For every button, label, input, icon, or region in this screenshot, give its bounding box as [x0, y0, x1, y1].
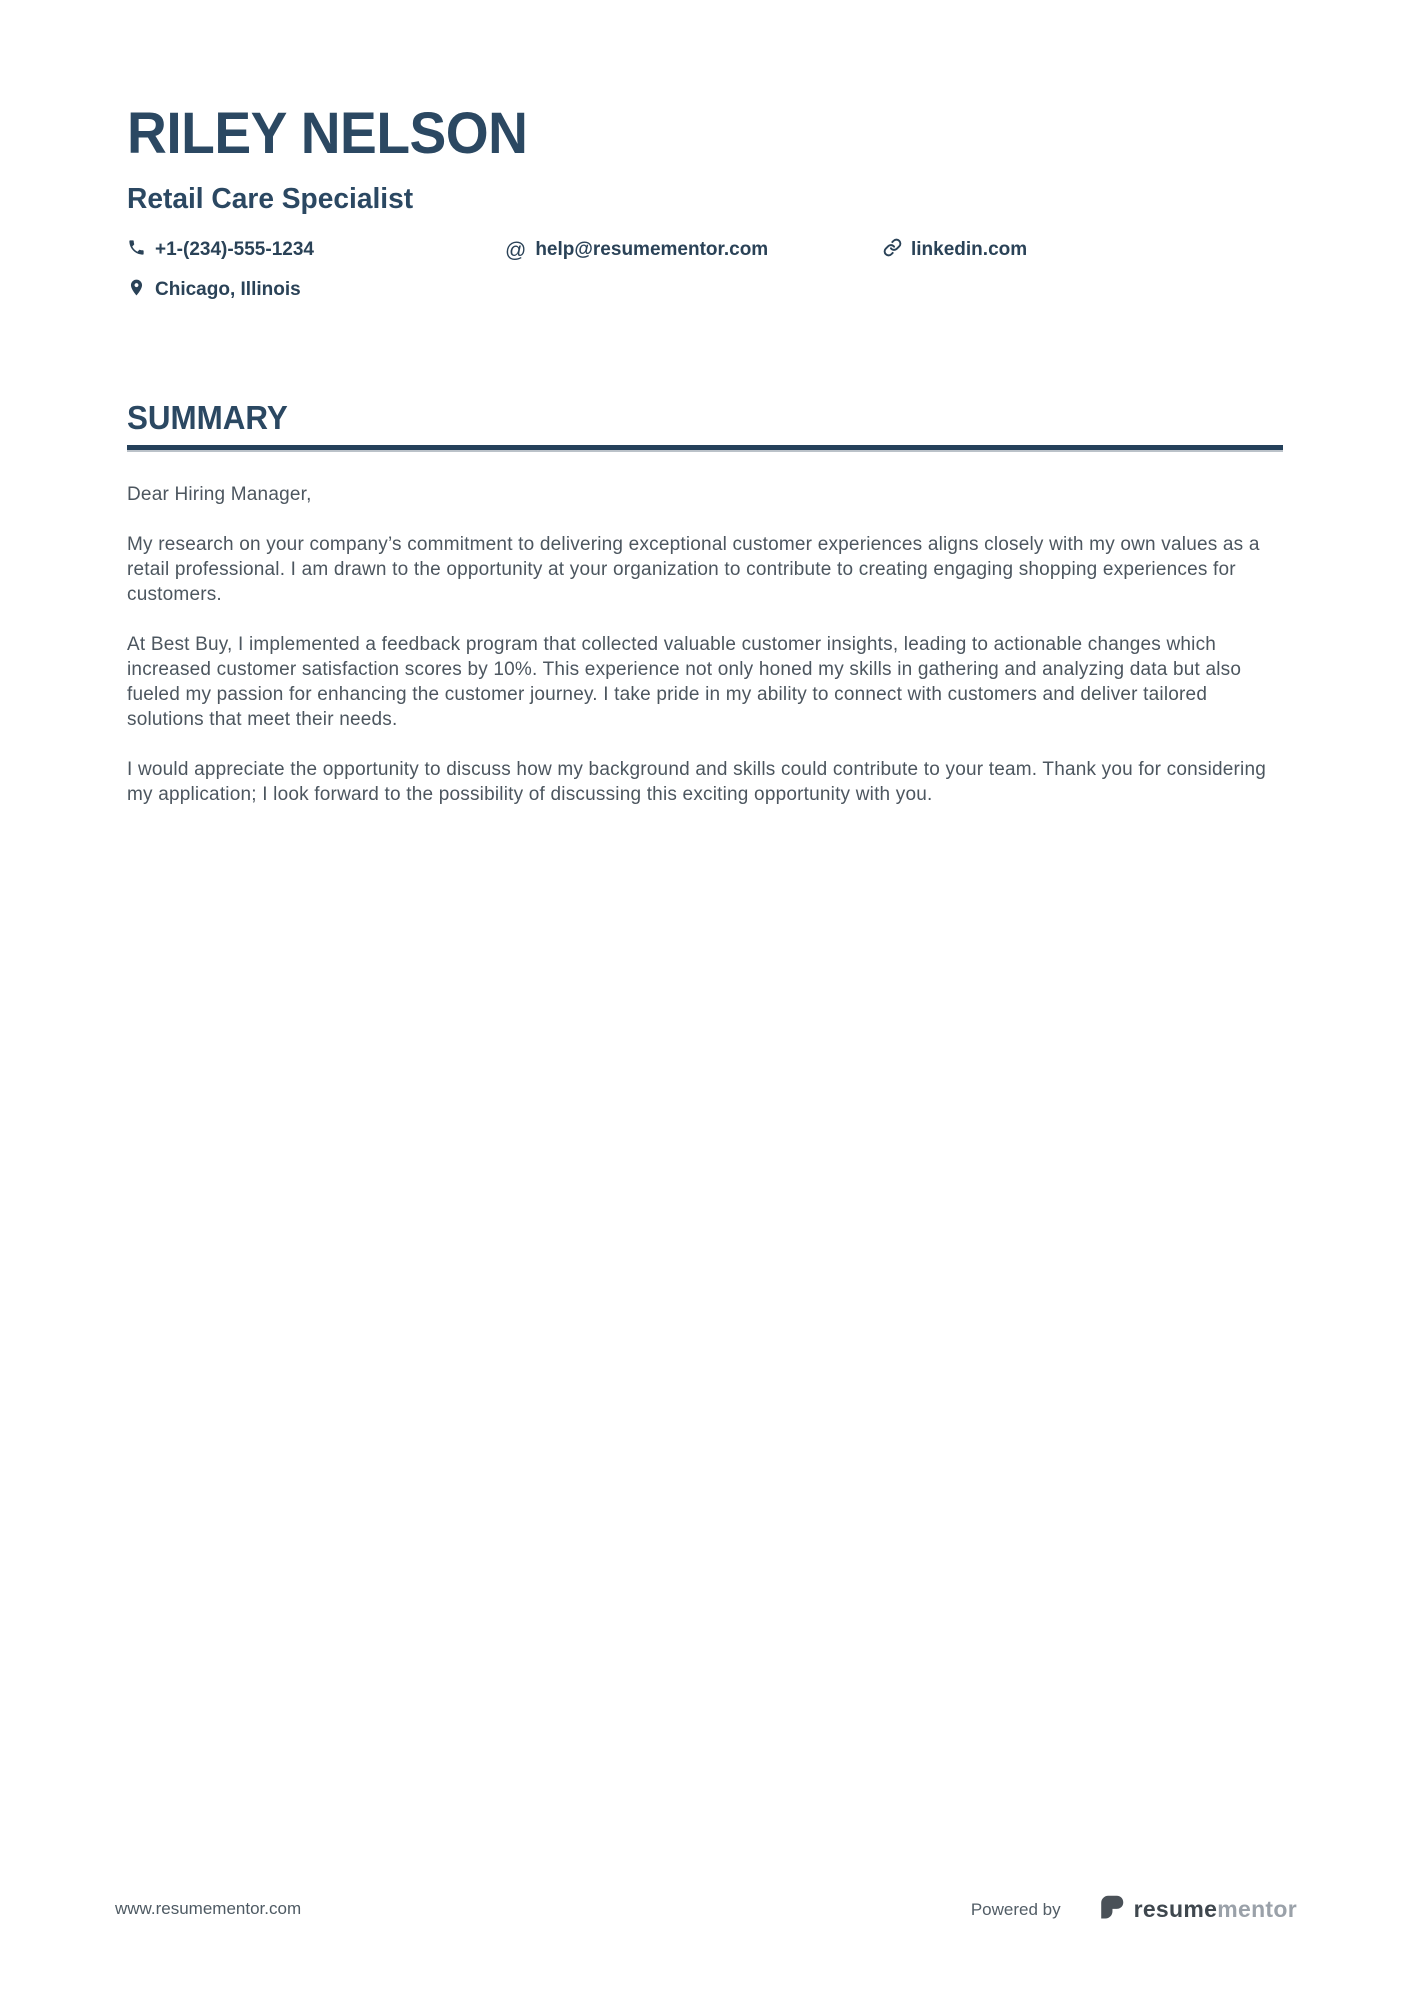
phone-number: +1-(234)-555-1234	[155, 239, 314, 261]
powered-by-label: Powered by	[970, 1899, 1061, 1919]
footer-brand	[971, 1892, 1297, 1927]
paragraph: My research on your company’s commitment to delivering exceptional customer experiences aligns closely with my own values as a retail professional. I am drawn to the opportunity at your organization to contribute to creating engaging shopping experiences for customers.	[127, 533, 1260, 605]
header	[127, 101, 1283, 303]
contact-location	[127, 278, 505, 303]
section-divider	[127, 445, 1283, 450]
paragraph: At Best Buy, I implemented a feedback program that collected valuable customer insights, leading to actionable changes which increased customer satisfaction scores by 10%. This experience not only honed my skills in gathering and analyzing data but also fueled my passion for enhancing the customer journey. I take pride in my ability to connect with customers and deliver tailored solutions that meet their needs.	[127, 633, 1242, 730]
salutation: Dear Hiring Manager,	[127, 483, 312, 505]
contact-phone	[127, 238, 505, 263]
link-icon	[883, 238, 902, 263]
location-text: Chicago, Illinois	[155, 279, 301, 301]
brand-secondary: mentor	[1217, 1896, 1297, 1922]
email-address[interactable]: help@resumementor.com	[535, 239, 769, 261]
brand-primary: resume	[1133, 1896, 1218, 1922]
linkedin-url[interactable]: linkedin.com	[911, 239, 1028, 261]
footer-website-link[interactable]: www.resumementor.com	[115, 1899, 302, 1918]
resumementor-logo-icon	[1097, 1892, 1134, 1927]
job-title: Retail Care Specialist	[127, 182, 414, 215]
phone-icon	[127, 238, 146, 263]
summary-section	[127, 399, 1283, 807]
paragraph: I would appreciate the opportunity to discuss how my background and skills could contribute to your team. Thank you for considering my application; I look forward to the possibility of discussing this exciting opportunity with you.	[127, 758, 1267, 805]
at-icon: @	[505, 238, 527, 262]
brand-wordmark[interactable]	[1134, 1896, 1297, 1923]
contact-linkedin[interactable]	[883, 238, 1283, 263]
cover-letter-body	[127, 482, 1283, 807]
contact-info	[127, 238, 1283, 303]
contact-email[interactable]	[505, 239, 883, 261]
summary-heading: SUMMARY	[127, 398, 288, 436]
candidate-name: RILEY NELSON	[127, 101, 528, 166]
map-pin-icon	[127, 278, 146, 303]
page-content	[0, 0, 1410, 807]
